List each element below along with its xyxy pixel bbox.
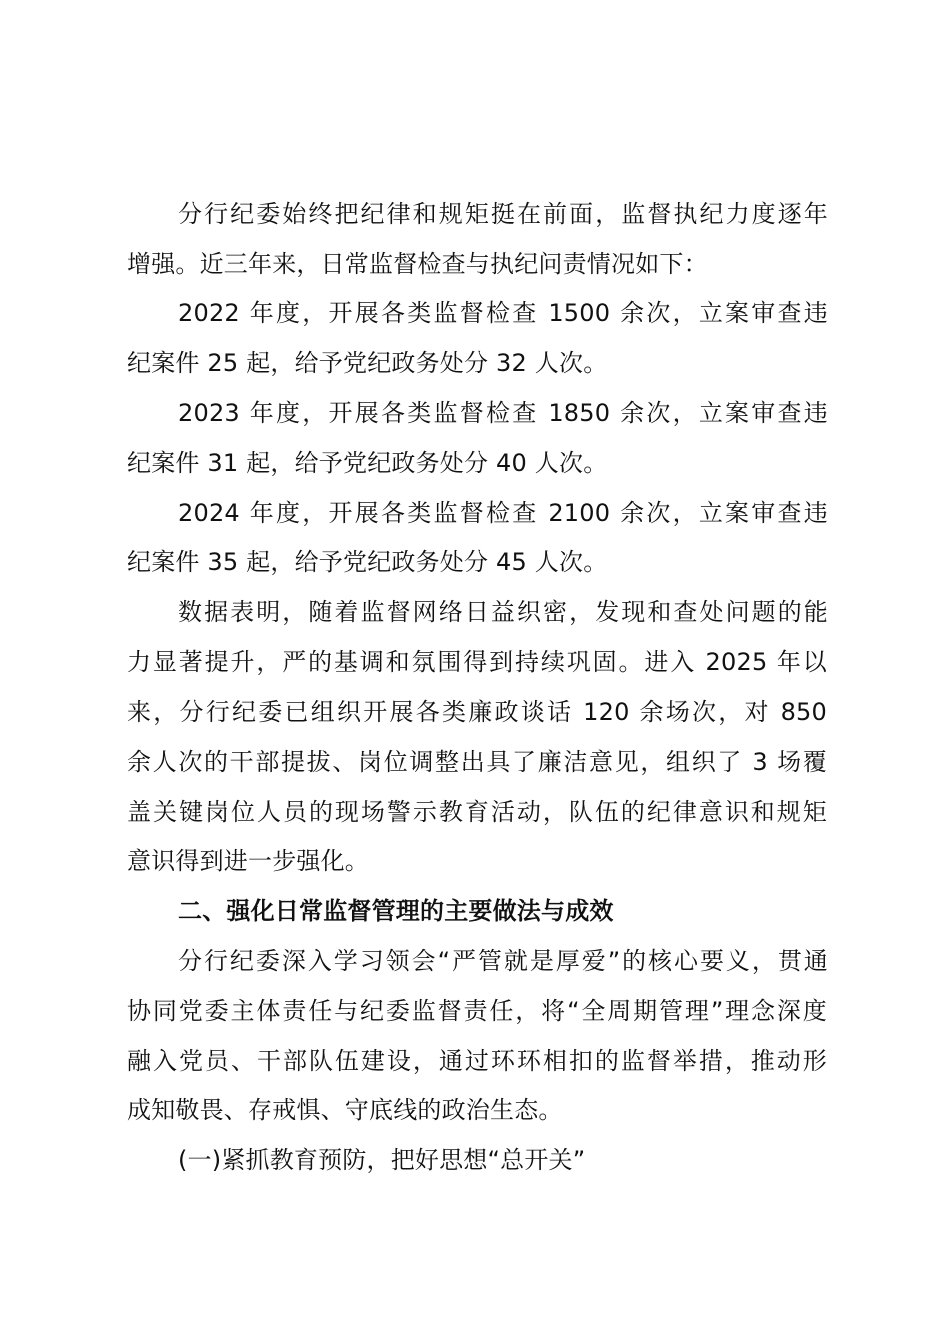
paragraph-line: 成知敬畏、存戒惧、守底线的政治生态。 bbox=[127, 1096, 563, 1124]
paragraph-line: 盖关键岗位人员的现场警示教育活动，队伍的纪律意识和规矩 bbox=[127, 798, 827, 826]
paragraph-line: 来，分行纪委已组织开展各类廉政谈话 120 余场次，对 850 bbox=[127, 698, 827, 726]
paragraph-line: 余人次的干部提拔、岗位调整出具了廉洁意见，组织了 3 场覆 bbox=[127, 748, 827, 776]
paragraph-line: 2024 年度，开展各类监督检查 2100 余次，立案审查违 bbox=[178, 499, 828, 527]
paragraph-line: 2022 年度，开展各类监督检查 1500 余次，立案审查违 bbox=[178, 299, 828, 327]
paragraph-line: 分行纪委始终把纪律和规矩挺在前面，监督执纪力度逐年 bbox=[178, 200, 828, 228]
paragraph-line: 纪案件 31 起，给予党纪政务处分 40 人次。 bbox=[127, 449, 608, 477]
paragraph-line: 2023 年度，开展各类监督检查 1850 余次，立案审查违 bbox=[178, 399, 828, 427]
paragraph-line: 纪案件 35 起，给予党纪政务处分 45 人次。 bbox=[127, 548, 608, 576]
paragraph-line: 数据表明，随着监督网络日益织密，发现和查处问题的能 bbox=[178, 598, 828, 626]
paragraph-line: 分行纪委深入学习领会“严管就是厚爱”的核心要义，贯通 bbox=[178, 947, 828, 975]
paragraph-line: 协同党委主体责任与纪委监督责任，将“全周期管理”理念深度 bbox=[127, 997, 827, 1025]
paragraph-line: 力显著提升，严的基调和氛围得到持续巩固。进入 2025 年以 bbox=[127, 648, 827, 676]
paragraph-line: 增强。近三年来，日常监督检查与执纪问责情况如下： bbox=[127, 250, 708, 278]
section-heading: 二、强化日常监督管理的主要做法与成效 bbox=[178, 897, 614, 925]
subsection-heading: (一)紧抓教育预防，把好思想“总开关” bbox=[178, 1146, 586, 1174]
paragraph-line: 意识得到进一步强化。 bbox=[127, 847, 369, 875]
paragraph-line: 纪案件 25 起，给予党纪政务处分 32 人次。 bbox=[127, 349, 608, 377]
paragraph-line: 融入党员、干部队伍建设，通过环环相扣的监督举措，推动形 bbox=[127, 1047, 827, 1075]
